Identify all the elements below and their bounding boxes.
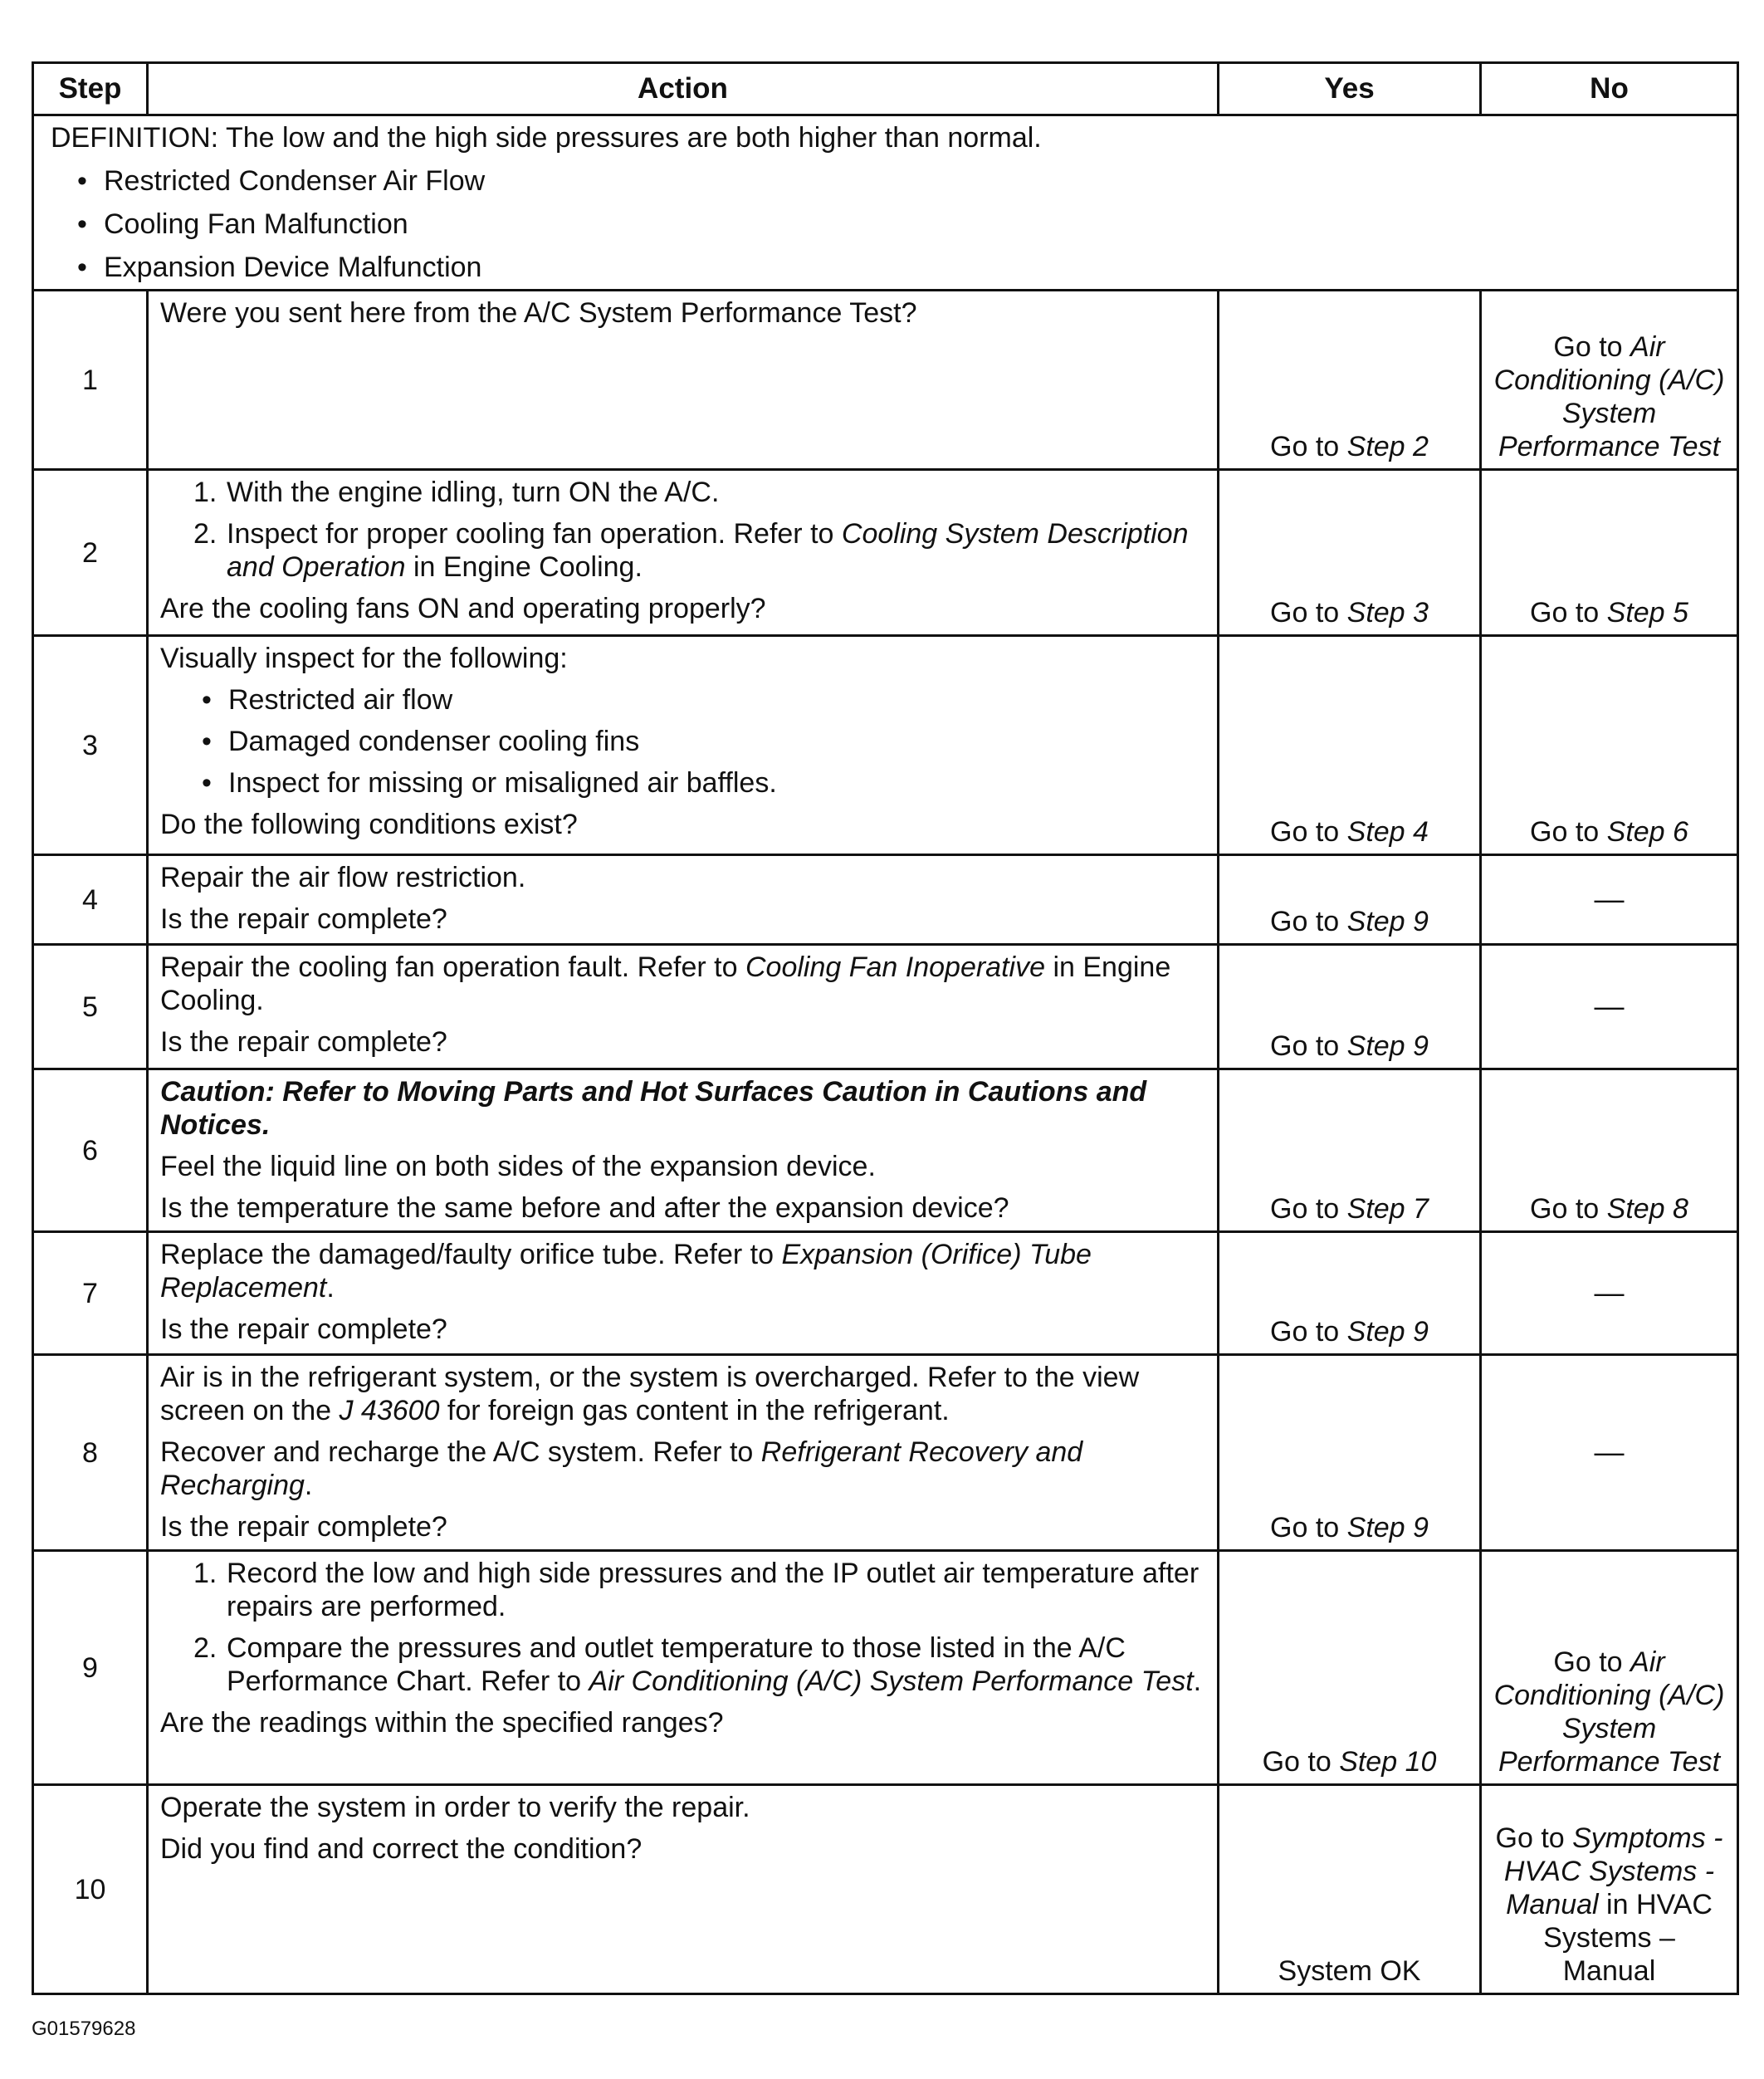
table-row [33,1069,1738,1232]
action-cell [148,291,1219,470]
action-text: Were you sent here from the A/C System Performance Test? [160,297,917,329]
reference-link[interactable]: Cooling Fan Inoperative [745,951,1046,983]
question-text: Is the repair complete? [160,1313,447,1345]
reference-link[interactable]: Air Conditioning (A/C) System Performance Test [589,1666,1194,1697]
no-cell[interactable]: Go to Air Conditioning (A/C) System Performance Test [1481,1551,1738,1785]
no-link[interactable]: Step 6 [1606,816,1688,848]
reference-link[interactable]: Cooling System Description and Operation [227,518,1189,583]
table-row [33,945,1738,1069]
yes-cell[interactable]: Go to Step 9 [1219,855,1481,945]
step-number: 8 [33,1355,148,1551]
definition-bullet: • Restricted Condenser Air Flow [51,164,1720,198]
action-text: Visually inspect for the following: [160,643,568,674]
step-number: 10 [33,1785,148,1994]
definition-text: DEFINITION: The low and the high side pressures are both higher than normal. [51,122,1042,154]
table-row [33,291,1738,470]
step-number: 9 [33,1551,148,1785]
action-cell [148,1785,1219,1994]
table-row [33,855,1738,945]
no-cell[interactable]: Go to Step 6 [1481,636,1738,855]
no-cell[interactable]: Go to Step 5 [1481,470,1738,636]
question-text: Is the repair complete? [160,903,447,935]
step-number: 5 [33,945,148,1069]
action-cell [148,636,1219,855]
yes-link[interactable]: Step 9 [1346,1316,1429,1348]
action-cell [148,1232,1219,1355]
header-action: Action [148,63,1219,115]
table-row [33,1551,1738,1785]
yes-prefix: Go to [1270,431,1347,462]
yes-link[interactable]: Step 7 [1346,1193,1429,1225]
table-row [33,636,1738,855]
yes-cell[interactable]: Go to Step 9 [1219,1355,1481,1551]
list-item: 2. Inspect for proper cooling fan operation. Refer to Cooling System Description and Operation in Engine Cooling. [193,518,1189,583]
table-row [33,1355,1738,1551]
table-row [33,1785,1738,1994]
question-text: Is the temperature the same before and after the expansion device? [160,1192,1009,1224]
header-no: No [1481,63,1738,115]
no-cell[interactable] [1481,291,1738,470]
no-dash: — [1594,1435,1625,1469]
action-cell [148,945,1219,1069]
definition-row [33,115,1738,291]
no-link[interactable]: Air Conditioning (A/C) System Performance Test [1493,331,1725,462]
yes-result: System OK [1278,1955,1421,1987]
yes-link[interactable]: Step 3 [1346,597,1429,629]
action-cell [148,1551,1219,1785]
caution-text: Caution: Refer to Moving Parts and Hot Surfaces Caution in Cautions and Notices. [160,1076,1147,1141]
action-text: Replace the damaged/faulty orifice tube. Refer to Expansion (Orifice) Tube Replacement. [160,1239,1092,1304]
no-dash: — [1594,1275,1625,1309]
list-item: • Damaged condenser cooling fins [160,725,1205,758]
diagnostic-table [32,61,1739,1995]
header-row [33,63,1738,115]
table-row [33,470,1738,636]
no-prefix: Go to [1553,331,1631,363]
yes-cell [1219,1785,1481,1994]
definition-cell [33,115,1738,291]
yes-link[interactable]: Step 9 [1346,906,1429,937]
step-number: 7 [33,1232,148,1355]
figure-id: G01579628 [32,2018,136,2040]
no-link[interactable]: Symptoms - HVAC Systems - Manual [1503,1822,1723,1920]
action-cell [148,1355,1219,1551]
action-text: Feel the liquid line on both sides of the expansion device. [160,1151,876,1182]
no-cell[interactable]: Go to Step 8 [1481,1069,1738,1232]
question-text: Are the readings within the specified ranges? [160,1707,724,1739]
no-cell [1481,1355,1738,1551]
no-link[interactable]: Step 5 [1606,597,1688,629]
yes-cell[interactable]: Go to Step 4 [1219,636,1481,855]
step-number: 6 [33,1069,148,1232]
no-cell[interactable]: Go to Symptoms - HVAC Systems - Manual in HVAC Systems – Manual [1481,1785,1738,1994]
action-cell [148,1069,1219,1232]
action-text: Recover and recharge the A/C system. Refer to Refrigerant Recovery and Recharging. [160,1436,1083,1501]
no-dash: — [1594,989,1625,1023]
question-text: Are the cooling fans ON and operating properly? [160,593,766,624]
yes-cell[interactable]: Go to Step 9 [1219,945,1481,1069]
no-cell [1481,945,1738,1069]
action-text: Repair the cooling fan operation fault. Refer to Cooling Fan Inoperative in Engine Cooling. [160,951,1171,1016]
question-text: Is the repair complete? [160,1511,447,1543]
action-text: Air is in the refrigerant system, or the system is overcharged. Refer to the view screen on the J 43600 for foreign gas content in the refrigerant. [160,1362,1140,1426]
definition-bullet: • Cooling Fan Malfunction [51,208,1720,241]
step-number: 2 [33,470,148,636]
yes-cell[interactable]: Go to Step 7 [1219,1069,1481,1232]
action-cell [148,855,1219,945]
yes-link[interactable]: Step 9 [1346,1512,1429,1543]
step-number: 1 [33,291,148,470]
action-text: Repair the air flow restriction. [160,862,526,893]
yes-link[interactable]: Step 10 [1339,1746,1437,1778]
question-text: Do the following conditions exist? [160,809,578,840]
yes-cell[interactable] [1219,291,1481,470]
no-link[interactable]: Step 8 [1606,1193,1688,1225]
tool-reference: J 43600 [339,1395,440,1426]
step-number: 4 [33,855,148,945]
list-item: 2. Compare the pressures and outlet temperature to those listed in the A/C Performance Chart. Refer to Air Conditioning (A/C) System Performance Test. [193,1632,1202,1697]
yes-link[interactable]: Step 4 [1346,816,1429,848]
no-dash: — [1594,882,1625,916]
action-text: Operate the system in order to verify the repair. [160,1792,750,1823]
reference-link[interactable]: Refrigerant Recovery and Recharging [160,1436,1083,1501]
diagnostic-table-page [32,61,1737,1995]
reference-link[interactable]: Expansion (Orifice) Tube Replacement [160,1239,1092,1304]
action-cell [148,470,1219,636]
list-item: • Inspect for missing or misaligned air baffles. [160,766,1205,800]
table-row [33,1232,1738,1355]
yes-link[interactable]: Step 2 [1346,431,1429,462]
yes-link[interactable]: Step 9 [1346,1030,1429,1062]
yes-cell[interactable]: Go to Step 3 [1219,470,1481,636]
no-cell [1481,1232,1738,1355]
list-item: 1. With the engine idling, turn ON the A/C. [193,477,720,508]
yes-cell[interactable]: Go to Step 10 [1219,1551,1481,1785]
no-link[interactable]: Air Conditioning (A/C) System Performance Test [1493,1646,1725,1778]
question-text: Is the repair complete? [160,1026,447,1058]
definition-bullet: • Expansion Device Malfunction [51,251,1720,284]
no-cell [1481,855,1738,945]
header-yes: Yes [1219,63,1481,115]
list-item: • Restricted air flow [160,683,1205,717]
list-item: 1. Record the low and high side pressures and the IP outlet air temperature after repairs are performed. [193,1558,1200,1622]
step-number: 3 [33,636,148,855]
yes-cell[interactable]: Go to Step 9 [1219,1232,1481,1355]
header-step: Step [33,63,148,115]
question-text: Did you find and correct the condition? [160,1833,643,1865]
